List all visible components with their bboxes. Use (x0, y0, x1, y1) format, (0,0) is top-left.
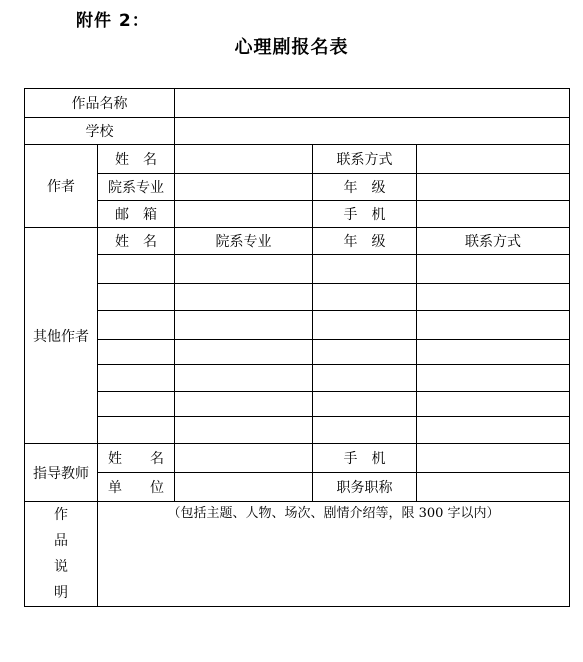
other-contact-cell[interactable] (417, 311, 570, 340)
advisor-unit-input[interactable] (175, 473, 313, 502)
advisor-row-1 (25, 444, 570, 473)
advisor-title-input[interactable] (417, 473, 570, 502)
other-author-row (25, 340, 570, 365)
other-grade-cell[interactable] (313, 340, 417, 365)
other-name-cell[interactable] (98, 340, 175, 365)
other-name-cell[interactable] (98, 365, 175, 392)
advisor-title-label: 职务职称 (313, 473, 417, 502)
author-row-1 (25, 145, 570, 174)
other-author-row (25, 417, 570, 444)
other-department-cell[interactable] (175, 417, 313, 444)
attachment-label: 附件 2： (76, 11, 150, 31)
advisor-phone-label: 手 机 (313, 444, 417, 473)
description-label-char: 明 (54, 585, 68, 601)
other-name-cell[interactable] (98, 255, 175, 284)
other-contact-cell[interactable] (417, 255, 570, 284)
other-grade-cell[interactable] (313, 392, 417, 417)
description-input[interactable] (98, 502, 570, 607)
other-grade-cell[interactable] (313, 417, 417, 444)
author-phone-input[interactable] (417, 201, 570, 228)
other-col-grade: 年 级 (313, 228, 417, 255)
other-contact-cell[interactable] (417, 365, 570, 392)
registration-form (24, 88, 570, 607)
author-contact-label: 联系方式 (313, 145, 417, 174)
other-contact-cell[interactable] (417, 284, 570, 311)
other-author-row (25, 392, 570, 417)
author-email-label: 邮 箱 (98, 201, 175, 228)
other-author-row (25, 255, 570, 284)
author-label: 作者 (25, 145, 98, 228)
description-label (25, 502, 98, 607)
other-department-cell[interactable] (175, 255, 313, 284)
author-email-input[interactable] (175, 201, 313, 228)
other-grade-cell[interactable] (313, 365, 417, 392)
other-author-row (25, 311, 570, 340)
other-authors-label: 其他作者 (25, 228, 98, 444)
author-name-input[interactable] (175, 145, 313, 174)
other-contact-cell[interactable] (417, 340, 570, 365)
author-contact-input[interactable] (417, 145, 570, 174)
work-name-input[interactable] (175, 89, 570, 118)
other-col-contact: 联系方式 (417, 228, 570, 255)
description-hint: （包括主题、人物、场次、剧情介绍等，限 300 字以内） (167, 506, 500, 521)
description-label-char: 品 (54, 533, 68, 549)
other-col-department: 院系专业 (175, 228, 313, 255)
description-row (25, 502, 570, 607)
other-department-cell[interactable] (175, 311, 313, 340)
author-name-label: 姓 名 (98, 145, 175, 174)
other-grade-cell[interactable] (313, 255, 417, 284)
author-phone-label: 手 机 (313, 201, 417, 228)
advisor-label: 指导教师 (25, 444, 98, 502)
advisor-row-2 (25, 473, 570, 502)
author-row-2 (25, 174, 570, 201)
school-row (25, 118, 570, 145)
other-department-cell[interactable] (175, 284, 313, 311)
school-input[interactable] (175, 118, 570, 145)
other-grade-cell[interactable] (313, 284, 417, 311)
other-name-cell[interactable] (98, 417, 175, 444)
other-author-row (25, 365, 570, 392)
other-grade-cell[interactable] (313, 311, 417, 340)
other-authors-header-row (25, 228, 570, 255)
other-department-cell[interactable] (175, 340, 313, 365)
advisor-unit-label: 单 位 (98, 473, 175, 502)
form-title: 心理剧报名表 (234, 37, 349, 58)
description-label-char: 说 (54, 559, 68, 575)
author-department-label: 院系专业 (98, 174, 175, 201)
description-label-char: 作 (54, 507, 68, 523)
school-label: 学校 (25, 118, 175, 145)
other-department-cell[interactable] (175, 365, 313, 392)
work-name-row (25, 89, 570, 118)
other-name-cell[interactable] (98, 392, 175, 417)
author-row-3 (25, 201, 570, 228)
other-contact-cell[interactable] (417, 417, 570, 444)
other-name-cell[interactable] (98, 311, 175, 340)
other-department-cell[interactable] (175, 392, 313, 417)
author-grade-label: 年 级 (313, 174, 417, 201)
advisor-name-label: 姓 名 (98, 444, 175, 473)
other-author-row (25, 284, 570, 311)
advisor-phone-input[interactable] (417, 444, 570, 473)
advisor-name-input[interactable] (175, 444, 313, 473)
other-contact-cell[interactable] (417, 392, 570, 417)
other-name-cell[interactable] (98, 284, 175, 311)
author-grade-input[interactable] (417, 174, 570, 201)
work-name-label: 作品名称 (25, 89, 175, 118)
other-col-name: 姓 名 (98, 228, 175, 255)
author-department-input[interactable] (175, 174, 313, 201)
